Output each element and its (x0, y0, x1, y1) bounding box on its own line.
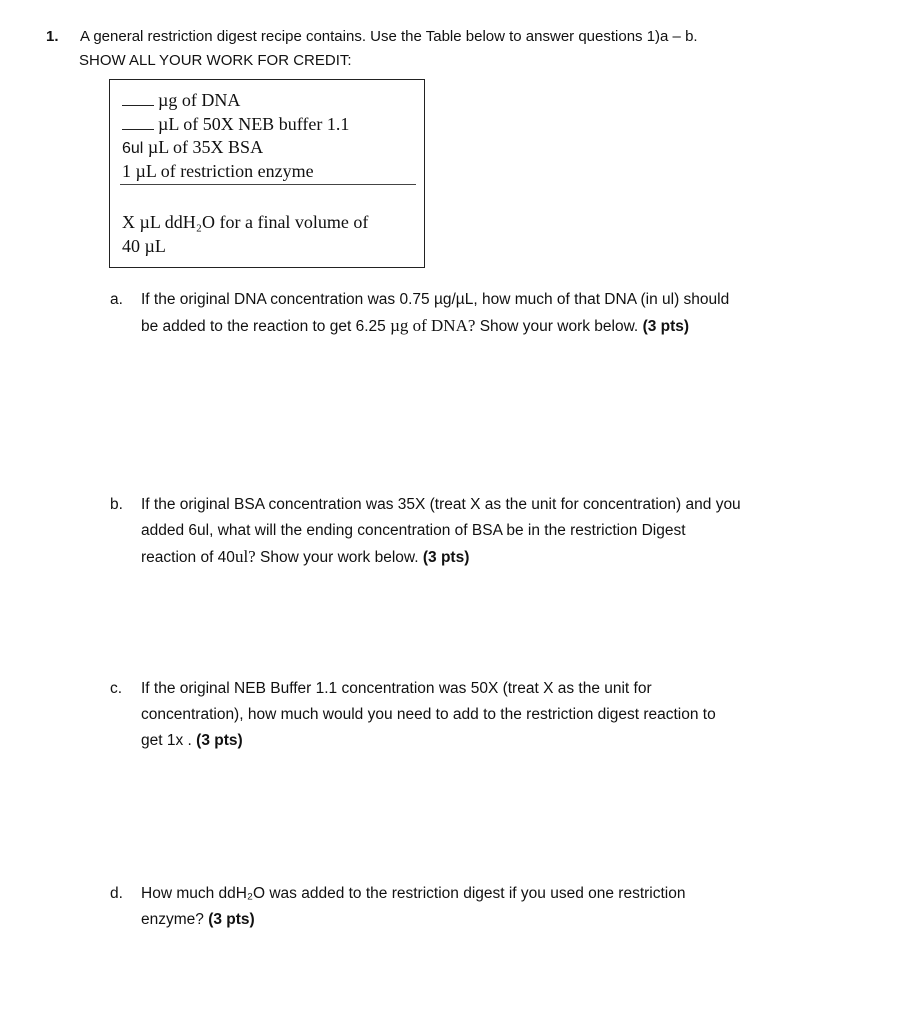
recipe-divider (120, 184, 416, 185)
points-badge: (3 pts) (208, 911, 255, 928)
points-badge: (3 pts) (422, 549, 470, 566)
recipe-line-volume: 40 µL (122, 236, 166, 256)
recipe-line-buffer: µL of 50X NEB buffer 1.1 (122, 113, 349, 135)
recipe-line-water: X µL ddH₂O for a final volume of (122, 212, 369, 232)
recipe-line-dna: µg of DNA (122, 89, 240, 111)
points-badge: (3 pts) (642, 318, 690, 335)
handwritten-6ul: 6ul (122, 140, 144, 157)
question-text: A general restriction digest recipe contains. Use the Table below to answer questions 1)a – b. (80, 28, 698, 45)
points-badge: (3 pts) (196, 732, 243, 749)
part-b-letter: b. (110, 496, 123, 513)
recipe-table (109, 79, 425, 268)
part-d-letter: d. (110, 885, 123, 902)
blank-dna (122, 91, 154, 106)
part-c-letter: c. (110, 680, 123, 697)
recipe-line-enzyme: 1 µL of restriction enzyme (122, 161, 314, 181)
question-instruction: SHOW ALL YOUR WORK FOR CREDIT: (79, 52, 352, 69)
recipe-line-bsa: 6ul µL of 35X BSA (122, 137, 264, 157)
blank-buffer (122, 115, 154, 130)
question-number: 1. (46, 28, 59, 45)
part-a-letter: a. (110, 291, 123, 308)
